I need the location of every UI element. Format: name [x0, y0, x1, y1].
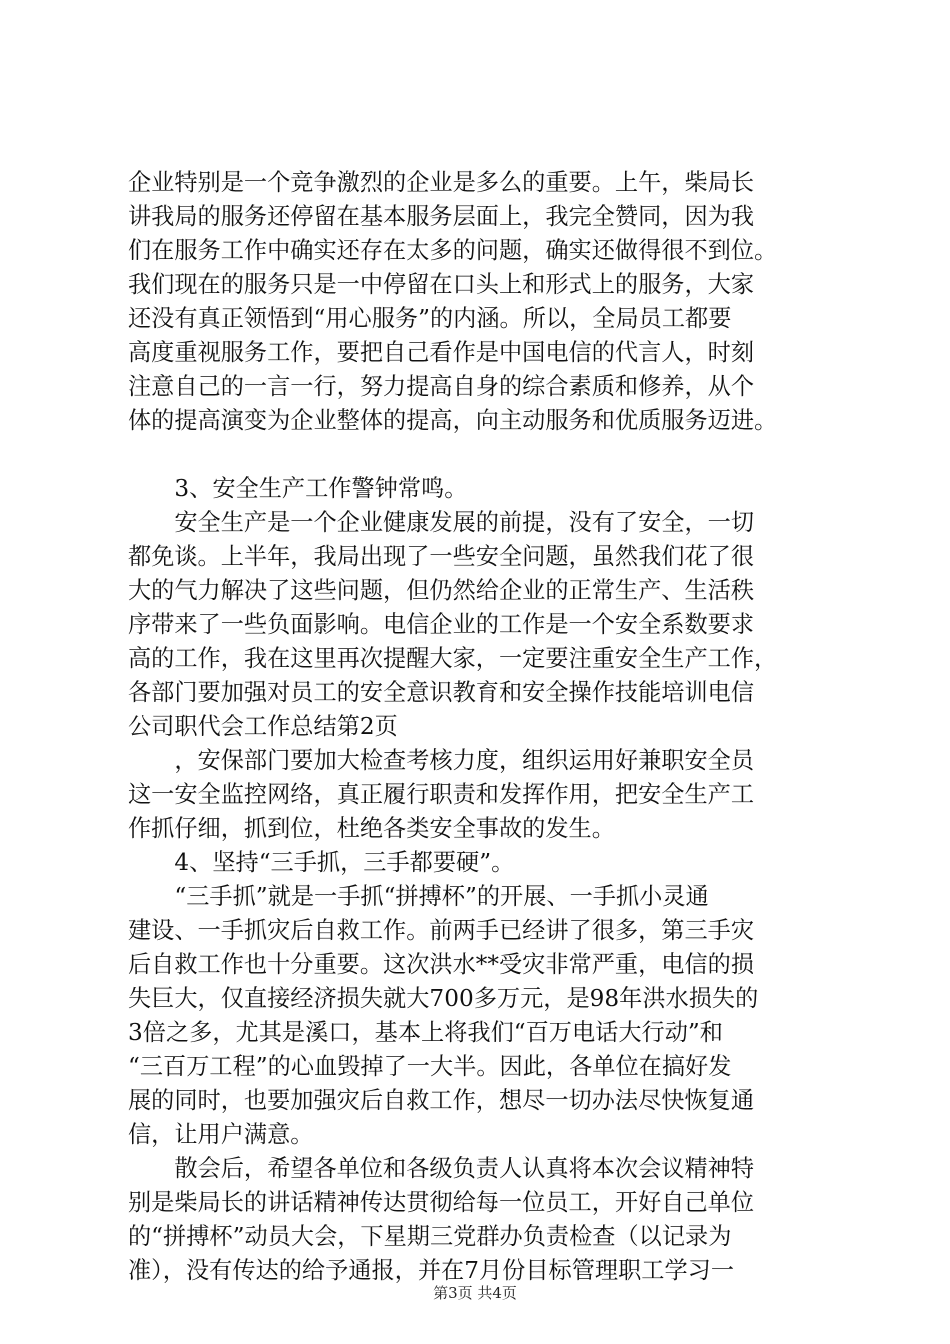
text-line: 们在服务工作中确实还存在太多的问题，确实还做得很不到位。 — [128, 237, 778, 264]
section-heading: 3、安全生产工作警钟常鸣。 — [128, 475, 468, 502]
text-line: 高度重视服务工作，要把自己看作是中国电信的代言人，时刻 — [128, 339, 755, 366]
text-line: 我们现在的服务只是一中停留在口头上和形式上的服务，大家 — [128, 271, 755, 298]
text-line: 建设、一手抓灾后自救工作。前两手已经讲了很多，第三手灾 — [128, 917, 755, 944]
text-line: 3倍之多，尤其是溪口，基本上将我们“百万电话大行动”和 — [128, 1019, 723, 1046]
text-line: “三手抓”就是一手抓“拼搏杯”的开展、一手抓小灵通 — [128, 883, 709, 910]
text-line: 高的工作，我在这里再次提醒大家，一定要注重安全生产工作， — [128, 645, 778, 672]
paragraph-gap — [128, 438, 848, 472]
text-line: 各部门要加强对员工的安全意识教育和安全操作技能培训电信 — [128, 679, 755, 706]
text-line: 序带来了一些负面影响。电信企业的工作是一个安全系数要求 — [128, 611, 755, 638]
page-footer: 第3页 共4页 — [433, 1284, 517, 1302]
text-line: 失巨大，仅直接经济损失就大700多万元，是98年洪水损失的 — [128, 985, 759, 1012]
text-line: ，安保部门要加大检查考核力度，组织运用好兼职安全员 — [128, 747, 755, 774]
text-line: 的“拼搏杯”动员大会，下星期三党群办负责检查（以记录为 — [128, 1223, 732, 1250]
text-line: 都免谈。上半年，我局出现了一些安全问题，虽然我们花了很 — [128, 543, 755, 570]
text-line: 别是柴局长的讲话精神传达贯彻给每一位员工，开好自己单位 — [128, 1189, 755, 1216]
text-line: 企业特别是一个竞争激烈的企业是多么的重要。上午，柴局长 — [128, 169, 755, 196]
text-line: 体的提高演变为企业整体的提高，向主动服务和优质服务迈进。 — [128, 407, 778, 434]
text-line: 安全生产是一个企业健康发展的前提，没有了安全，一切 — [128, 509, 755, 536]
text-line: 展的同时，也要加强灾后自救工作，想尽一切办法尽快恢复通 — [128, 1087, 755, 1114]
text-line: 注意自己的一言一行，努力提高自身的综合素质和修养，从个 — [128, 373, 755, 400]
text-line: 作抓仔细，抓到位，杜绝各类安全事故的发生。 — [128, 815, 615, 842]
text-line: 散会后，希望各单位和各级负责人认真将本次会议精神特 — [128, 1155, 755, 1182]
text-line: “三百万工程”的心血毁掉了一大半。因此，各单位在搞好发 — [128, 1053, 732, 1080]
text-line: 信，让用户满意。 — [128, 1121, 314, 1148]
document-body — [128, 166, 848, 1288]
text-line: 后自救工作也十分重要。这次洪水**受灾非常严重，电信的损 — [128, 951, 755, 978]
text-line: 准），没有传达的给予通报，并在7月份目标管理职工学习一 — [128, 1257, 735, 1284]
text-line: 大的气力解决了这些问题，但仍然给企业的正常生产、生活秩 — [128, 577, 755, 604]
section-heading: 4、坚持“三手抓，三手都要硬”。 — [128, 849, 515, 876]
text-line: 公司职代会工作总结第2页 — [128, 713, 398, 740]
text-line: 还没有真正领悟到“用心服务”的内涵。所以，全局员工都要 — [128, 305, 732, 332]
text-line: 讲我局的服务还停留在基本服务层面上，我完全赞同，因为我 — [128, 203, 755, 230]
text-line: 这一安全监控网络，真正履行职责和发挥作用，把安全生产工 — [128, 781, 755, 808]
